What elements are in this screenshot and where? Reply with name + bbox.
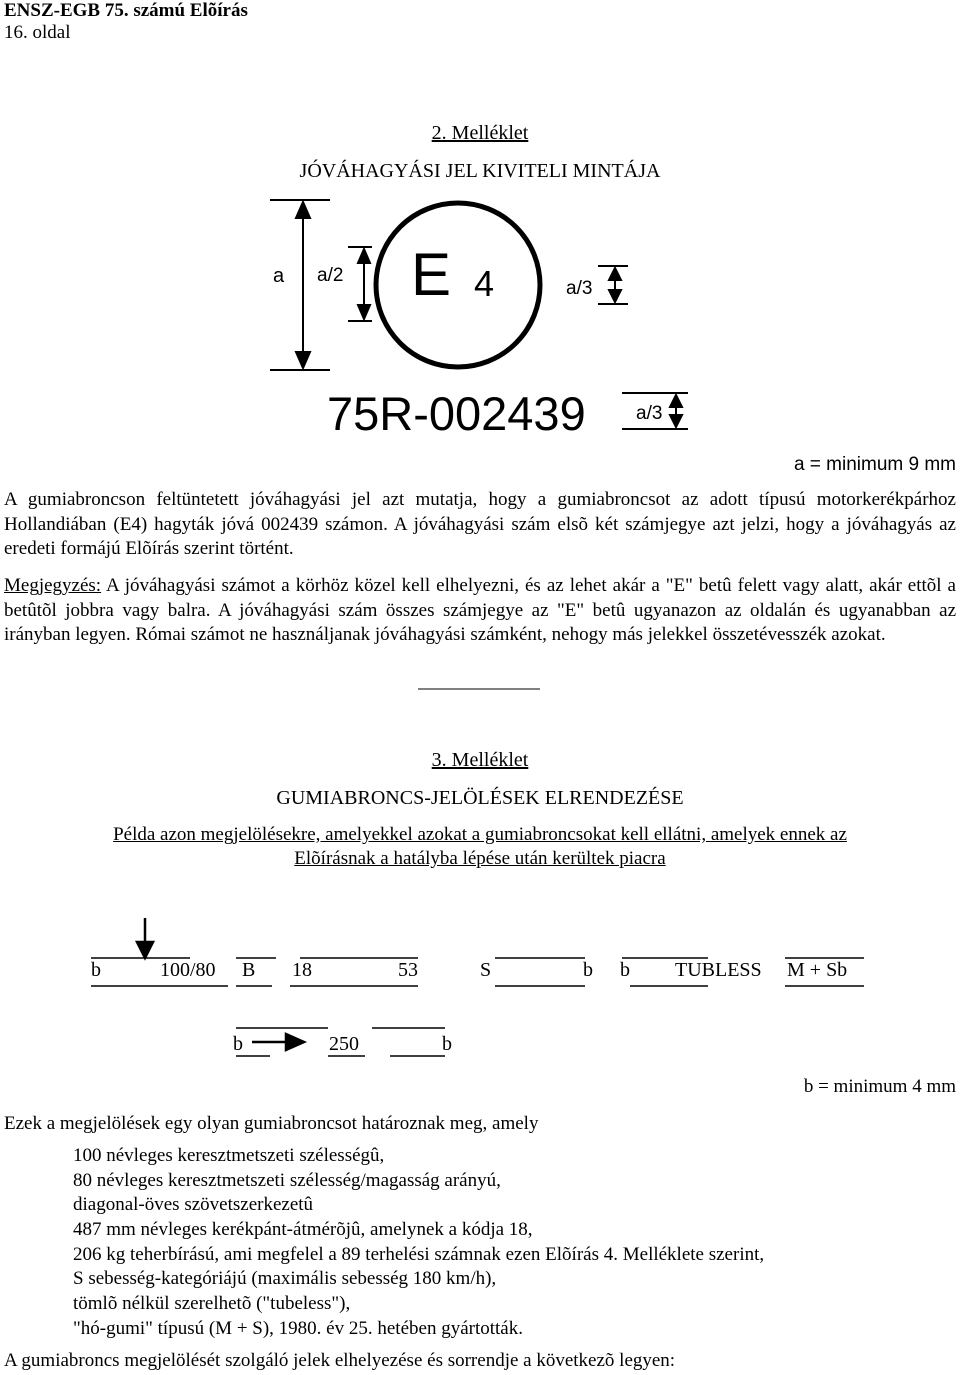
minimum-b: b = minimum 4 mm <box>803 1076 956 1097</box>
mark-row2-b1: b <box>233 1033 243 1055</box>
country-number: 4 <box>474 263 495 304</box>
label-a-half: a/2 <box>317 265 344 286</box>
mark-b3: b <box>620 959 630 981</box>
mark-construction: B <box>242 959 256 981</box>
annex2-title: JÓVÁHAGYÁSI JEL KIVITELI MINTÁJA <box>299 160 661 182</box>
document-title: ENSZ-EGB 75. számú Elõírás <box>4 0 248 21</box>
list-item: diagonal-öves szövetszerkezetû <box>73 1194 314 1215</box>
approval-circle <box>376 203 540 367</box>
annex3-intro: Ezek a megjelölések egy olyan gumiabroncsot határoznak meg, amely <box>4 1113 539 1134</box>
down-arrow-marker <box>137 918 153 958</box>
page-number: 16. oldal <box>4 22 71 43</box>
annex2-note <box>4 574 956 648</box>
label-a-third: a/3 <box>566 278 593 299</box>
dimension-a-third-arrow <box>598 266 628 304</box>
list-item: 80 névleges keresztmetszeti szélesség/magasság arányú, <box>73 1170 501 1191</box>
approval-number: 75R-002439 <box>327 387 586 440</box>
annex3-subtitle-2: Elõírásnak a hatályba lépése után kerültek piacra <box>294 848 666 869</box>
right-arrow-marker <box>252 1034 304 1050</box>
note-text: A jóváhagyási számot a körhöz közel kell elhelyezni, és az lehet akár a "E" betû felett vagy alatt, akár ettõl a betûtõl jobbra vagy balra. A jóváhagyási szám összes számjegye az "E" betû ugyanazon az oldalán és ugyanabban az irányban legyen. Római számot ne használjanak jóváhagyási számként, nehogy más jelekkel összetévesszék azokat. <box>4 575 956 645</box>
mark-b2: b <box>583 959 593 981</box>
annex2-paragraph: A gumiabroncson feltüntetett jóváhagyási jel azt mutatja, hogy a gumiabroncsot az adott típusú motorkerékpárhoz Hollandiában (E4) hagyták jóvá 002439 számon. A jóváhagyási szám elsõ két számjegye azt jelzi, hogy a jóváhagyás az eredeti formájú Elõírás szerint történt. <box>4 489 956 559</box>
mark-date: 250 <box>329 1033 359 1055</box>
mark-tubeless: TUBLESS <box>675 959 762 981</box>
minimum-a: a = minimum 9 mm <box>793 454 956 475</box>
approval-letter-e: E <box>411 241 452 308</box>
annex2-heading: 2. Melléklet <box>431 122 529 144</box>
annex3-title: GUMIABRONCS-JELÖLÉSEK ELRENDEZÉSE <box>276 787 684 809</box>
label-a: a <box>273 265 285 287</box>
mark-load: 53 <box>398 959 418 981</box>
mark-row2-b2: b <box>442 1033 452 1055</box>
annex3-heading: 3. Melléklet <box>431 749 529 771</box>
mark-rim: 18 <box>292 959 312 981</box>
list-item: 206 kg teherbírású, ami megfelel a 89 terhelési számnak ezen Elõírás 4. Melléklete szerint, <box>73 1244 765 1265</box>
list-item: "hó-gumi" típusú (M + S), 1980. év 25. hetében gyártották. <box>73 1318 523 1339</box>
mark-ms: M + Sb <box>787 959 848 981</box>
list-item: 100 névleges keresztmetszeti szélességû, <box>73 1145 385 1166</box>
annex3-closing: A gumiabroncs megjelölését szolgáló jelek elhelyezése és sorrendje a következõ legyen: <box>4 1350 676 1371</box>
mark-b1: b <box>91 959 101 981</box>
label-a-third-2: a/3 <box>636 403 663 424</box>
list-item: tömlõ nélkül szerelhetõ ("tubeless"), <box>73 1293 351 1314</box>
mark-size: 100/80 <box>160 959 216 981</box>
dimension-a-half-arrow <box>348 247 372 321</box>
mark-speed: S <box>480 959 492 981</box>
list-item: 487 mm névleges kerékpánt-átmérõjû, amelynek a kódja 18, <box>73 1219 533 1240</box>
list-item: S sebesség-kategóriájú (maximális sebesség 180 km/h), <box>73 1268 497 1289</box>
annex3-subtitle-1: Példa azon megjelölésekre, amelyekkel azokat a gumiabroncsokat kell ellátni, amelyek ennek az <box>113 824 847 845</box>
note-label: Megjegyzés: <box>4 575 102 596</box>
